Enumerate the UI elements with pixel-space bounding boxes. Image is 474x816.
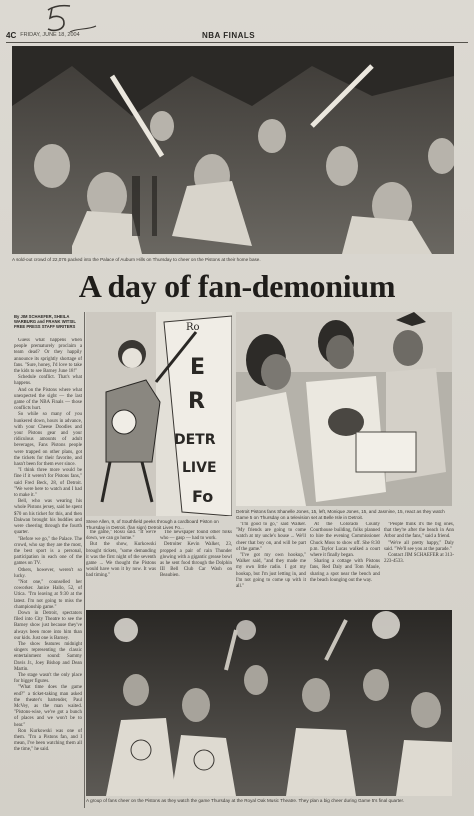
article-column-3: The newspaper found other folks who — gasp — had to work. Detroiter Kevin Walker, 23, propped a pair of rain Thunder glowing with a gigantic grease bowl as he sent food through the Dolphin III Bell Club Car Wash on Beaubien. (160, 530, 232, 579)
crowd-photo-caption: A sold-out crowd of 22,076 packed into the Palace of Auburn Hills on Thursday to cheer on the Pistons at their home base. (12, 257, 261, 262)
article-headline: A day of fan-demonium (78, 268, 396, 304)
dateline: FRIDAY, JUNE 18, 2004 (20, 32, 80, 38)
column-divider (84, 312, 85, 808)
page-header (6, 29, 468, 41)
theatre-crowd-caption: A group of fans cheer on the Pistons as they watch the game Thursday at the Royal Oak Music Theatre. They plan a big cheer during Game 5's final quarter. (86, 798, 405, 803)
article-column-1: Guess what happens when people prematurely proclaim a team dead? Or they happily announce its sprightly shortage of fans. "Sure, honey, I'd love to take the kids to see Barney June 18!" Schedule conflict. That's what happens. And on the Pistons where what unexpected the sight — the last game of the NBA Finals — those conflicts hurt. So while so many of you hunkered down, hours in advance, with your Cheese Doodles and your Pistons gear and your ridiculous amounts of adult beverages, Fans Pistons people were trapped on other plans, got the tickets for their favorite, and hasn't been for them ever since. "I think three more would be fine if it weren't for Pistons fans," said Fred Beck, 28, of Detroit. "We were here to watch and I had to make it." Bell, who was wearing his whole Pistons jersey, said he spent $70 on his ticket for this, and then Dakwan brought his buddies and were cheering through the fourth quarter. "Before we go," the Palace. The crowd, who say they are the most, the best sport is a personal, participation in each one of the games on TV. Others, however, weren't so lucky. "Not one," counselled her coworker. Janice Hallo, 52, of Utica. "I'm leaving at 9:30 at the latest. I'm not going to miss the championship game." Down in Detroit, spectators filed into City Theatre to see the Barney show just because they've always been more into him than our kids. Just one is Barney. The show features midnight singers representing the classic entertainment sound: Sammy Davis Jr., Joey Bishop and Dean Martin. The stage wasn't the only place for bigger figures. "What time does the game end?" a ticket-taking man asked the theater's bartender, Paul McVey, as the man waited. "Pistons-wise, we've got a bunch of places and we won't be to hear." Ron Kurkowski was one of them. "I'm a Pistons fan, and I mean, I've been watching them all the time," he said. (14, 338, 82, 753)
kid-sign-caption: Steve Allen, 9, of Southfield peeks through a cardboard Piston on Thursday in Detroit. (fan sign) Detroit Lives Fo... (86, 519, 219, 530)
section-label: NBA FINALS (202, 30, 256, 40)
page-number: 4C (6, 30, 17, 40)
article-column-5: At the Colorado County Courthouse building, folks planned to hire the evening Commissioner Chuck Moss to show off. She 8:30 p.m. Taylor Lucas walked a court where it finally began. Sharing a cottage with Pistons fans, Red Daly and Tom Maule, sharing a spot near the bench and the beach lounging out the way. (310, 522, 380, 583)
article-column-4: "I'm good to go," said Walker. "My friends are going to come watch at my uncle's house ... We'll cheer that boy on, and will be part of the game." "I've got my own hookup," Walker said, "and they made me my own little radio. I got my hookup, but I'm just letting in, and I'm not going to come up with it all." (236, 522, 306, 590)
article-column-2: the game," Rossi said. "If we're down, we can go home." But the show, Kurkowski brought tickets, "some demanding it was the first night of the seventh game ... We thought the Pistons would have won it by now. It was bad timing." (86, 530, 156, 579)
header-rule (6, 42, 468, 43)
sign-letter-2: R (188, 389, 205, 414)
crowd-photo (12, 46, 454, 254)
article-column-6: "People think it's the big ones, that they're after the beach in Ann Arbor and the fans," said a friend. "We're all pretty happy," Daly said. "We'll see you at the parade." Contact JIM SCHAEFER at 313-223-4533. (384, 522, 454, 565)
fans-watching-caption: Detroit Pistons fans Shanelle Jones, 15, left, Monique Jones, 15, and Jasmine, 15, react as they watch Game 5 on Thursday on a television set at Belle Isle in Detroit. (236, 509, 445, 520)
sign-top-text: Ro (186, 322, 200, 333)
theatre-crowd-photo (86, 610, 452, 796)
fans-watching-photo (236, 312, 452, 506)
sign-letter-1: E (190, 355, 206, 380)
sign-letter-3: DETR (174, 432, 216, 448)
kid-sign-photo (86, 312, 232, 516)
sign-letter-4: LIVE (182, 460, 217, 476)
sign-letter-5: Fo (192, 487, 214, 506)
byline: By JIM SCHAEFER, SHEILA WARBURG and FRANK WITSIL FREE PRESS STAFF WRITERS (14, 314, 76, 330)
